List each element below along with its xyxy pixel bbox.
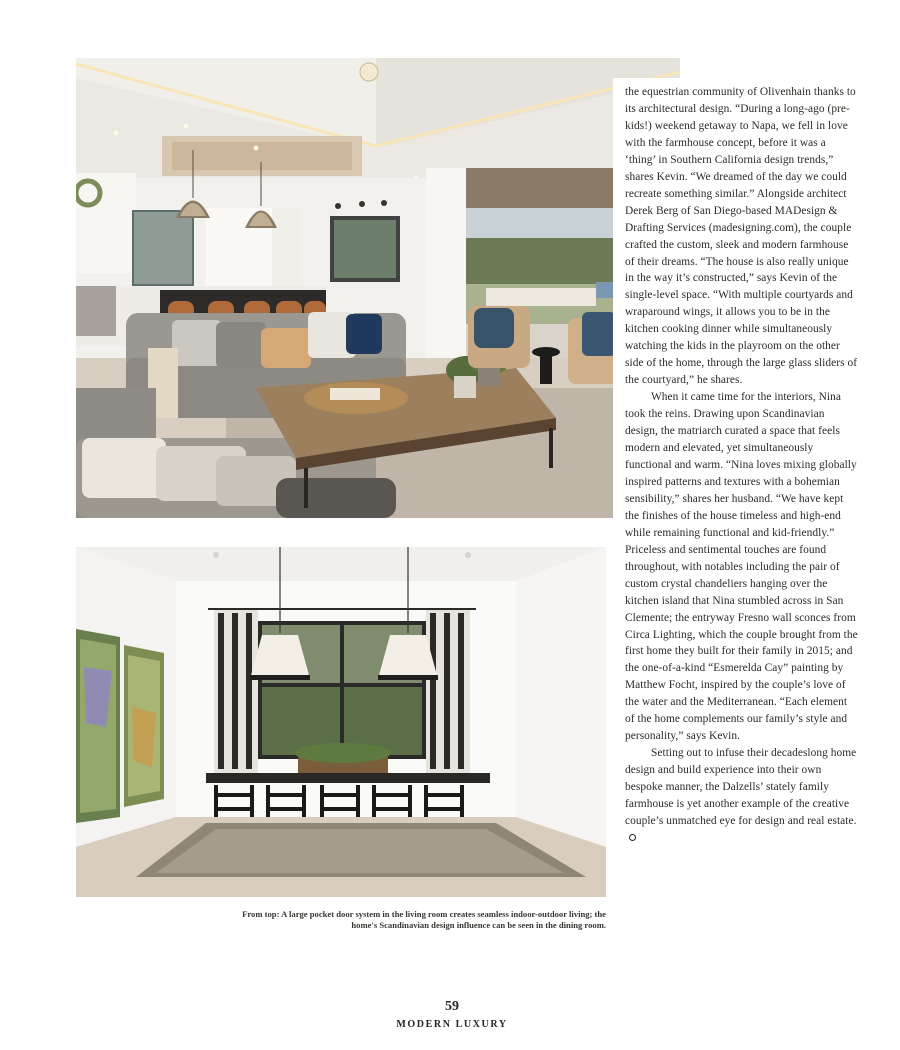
article-paragraph: the equestrian community of Olivenhain thanks to its architectural design. “During a long-ago (pre-kids!) weekend getaway to Napa, we fell in love with the farmhouse concept, before it was a ‘thing’ in Southern California design trends,” shares Kevin. “We dreamed of the day we could recreate something similar.” Alongside architect Derek Berg of San Diego-based MADesign & Drafting Services (madesigning.com), the couple crafted the custom, sleek and modern farmhouse of their dreams. “The house is also really unique in the way it’s constructed,” says Kevin of the single-level space. “With multiple courtyards and wraparound wings, it allows you to be in the kitchen cooking dinner while simultaneously watching the kids in the playroom on the other side of the home, through the large glass sliders of the courtyard,” he shares. <box>625 86 858 387</box>
photo-caption: From top: A large pocket door system in the living room creates seamless indoor-outdoor living; the home's Scandinavian design influence can be seen in the dining room. <box>242 909 606 930</box>
article-paragraph-text: Setting out to infuse their decadeslong home design and build experience into their own bespoke manner, the Dalzells’ stately family farmhouse is yet another example of the creative couple’s unmatched eye for design and real estate. <box>625 747 857 827</box>
article-paragraph: When it came time for the interiors, Nina took the reins. Drawing upon Scandinavian design, the matriarch curated a space that feels modern and elevated, yet simultaneously functional and warm. “Nina loves mixing globally inspired patterns and textures with a bohemian sensibility,” shares her husband. “We have kept the finishes of the house timeless and high-end while remaining functional and kid-friendly.” Priceless and sentimental touches are found throughout, with notables including the pair of custom crystal chandeliers hanging over the kitchen island that Nina stumbled across in San Clemente; the entryway Fresno wall sconces from Circa Lighting, which the couple brought from the first home they built for their family in 2015; and the one-of-a-kind “Esmerelda Cay” painting by Matthew Focht, inspired by the couple’s love of the water and the Mediterranean. “Each element of the home complements our family’s style and personality,” says Kevin. <box>625 391 858 743</box>
article-paragraph-last <box>625 745 858 847</box>
dining-room-illustration <box>76 547 606 897</box>
page-number: 59 <box>445 999 459 1014</box>
living-room-photo <box>76 58 680 518</box>
magazine-name: MODERN LUXURY <box>396 1019 508 1030</box>
end-of-article-circle-icon <box>629 834 636 841</box>
living-room-illustration <box>76 58 680 518</box>
dining-room-photo <box>76 547 606 897</box>
article-body <box>613 78 858 998</box>
